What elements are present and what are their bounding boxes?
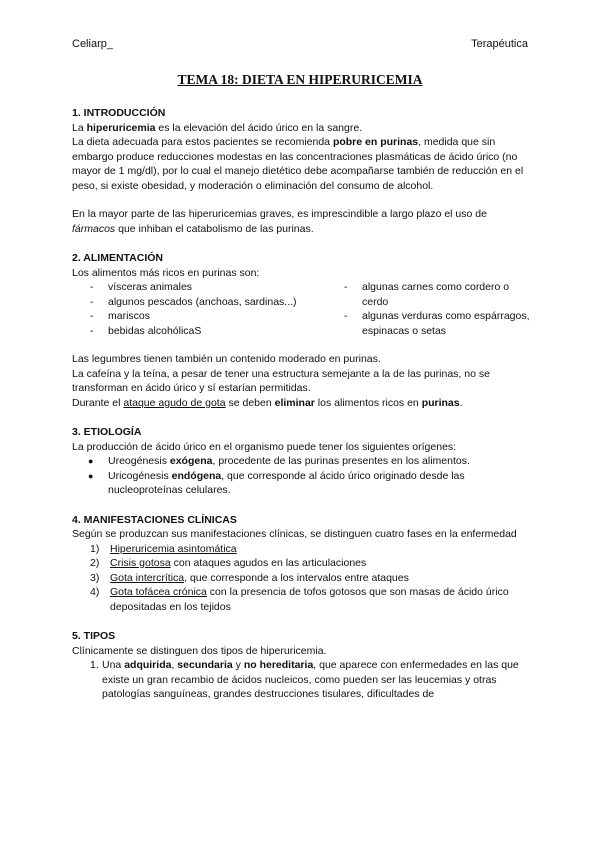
section-heading-manifestaciones: 4. MANIFESTACIONES CLÍNICAS <box>72 513 237 526</box>
paragraph: Según se produzcan sus manifestaciones clínicas, se distinguen cuatro fases en la enfermedad <box>72 528 517 540</box>
section-heading-introduccion: 1. INTRODUCCIÓN <box>72 107 166 119</box>
paragraph: Los alimentos más ricos en purinas son: <box>72 266 260 279</box>
list-item: - bebidas alcohólicaS <box>90 324 202 337</box>
list-item: 4) Gota tofácea crónica con la presencia de tofos gotosos que son masas de ácido úrico depositadas en los tejidos <box>90 586 509 613</box>
list-item: - vísceras animales <box>90 281 193 293</box>
section-heading-alimentacion: 2. ALIMENTACIÓN <box>72 252 163 264</box>
paragraph: Clínicamente se distinguen dos tipos de hiperuricemia. <box>72 644 327 657</box>
section-heading-tipos: 5. TIPOS <box>72 630 116 642</box>
paragraph: La producción de ácido úrico en el organismo puede tener los siguientes orígenes: <box>72 440 457 453</box>
paragraph: Durante el ataque agudo de gota se deben eliminar los alimentos ricos en purinas. <box>72 396 463 409</box>
list-item: - algunos pescados (anchoas, sardinas...) <box>90 295 297 308</box>
document-title: TEMA 18: DIETA EN HIPERURICEMIA <box>177 72 423 87</box>
paragraph: En la mayor parte de las hiperuricemias graves, es imprescindible a largo plazo el uso de fármacos que inhiban el catabolismo de las purinas. <box>72 208 487 235</box>
list-item: 3) Gota intercrítica, que corresponde a los intervalos entre ataques <box>90 571 409 584</box>
paragraph: La dieta adecuada para estos pacientes se recomienda pobre en purinas, medida que sin embargo produce reducciones modestas en las concentraciones plasmáticas de ácido úrico (no mayor de 1 mg/dl), por lo cual el manejo dietético debe acompañarse también de reducción en el peso, si existe obesidad, y moderación o eliminación del consumo de alcohol. <box>72 136 524 192</box>
header-right-text: Terapéutica <box>471 38 528 50</box>
paragraph: La hiperuricemia es la elevación del ácido úrico en la sangre. <box>72 121 363 134</box>
paragraph: Las legumbres tienen también un contenido moderado en purinas. <box>72 353 381 365</box>
section-heading-etiologia: 3. ETIOLOGÍA <box>72 426 142 438</box>
list-item: 1. Una adquirida, secundaria y no hereditaria, que aparece con enfermedades en las que existe un gran recambio de ácidos nucleicos, como pueden ser las leucemias y otras patologías sanguíneas, grandes destrucciones tisulares, dificultades de <box>90 659 519 700</box>
document-body <box>72 106 532 702</box>
purine-list-left-column <box>72 280 302 338</box>
list-item: ● Uricogénesis endógena, que corresponde al ácido úrico originado desde las nucleoproteínas celulares. <box>88 469 465 496</box>
list-item: 2) Crisis gotosa con ataques agudos en las articulaciones <box>90 557 367 569</box>
list-item: - algunas verduras como espárragos, espinacas o setas <box>344 310 530 337</box>
header-left-text: Celiarp_ <box>72 38 113 50</box>
list-item: - algunas carnes como cordero o cerdo <box>344 281 510 308</box>
list-item: ● Ureogénesis exógena, procedente de las purinas presentes en los alimentos. <box>88 455 470 467</box>
list-item: - mariscos <box>90 310 151 322</box>
purine-food-list <box>72 280 532 338</box>
list-item: 1) Hiperuricemia asintomática <box>90 542 237 555</box>
purine-list-right-column <box>302 280 532 338</box>
paragraph: La cafeína y la teína, a pesar de tener una estructura semejante a la de las purinas, no se transforman en ácido úrico y sí estarían permitidas. <box>72 367 490 394</box>
